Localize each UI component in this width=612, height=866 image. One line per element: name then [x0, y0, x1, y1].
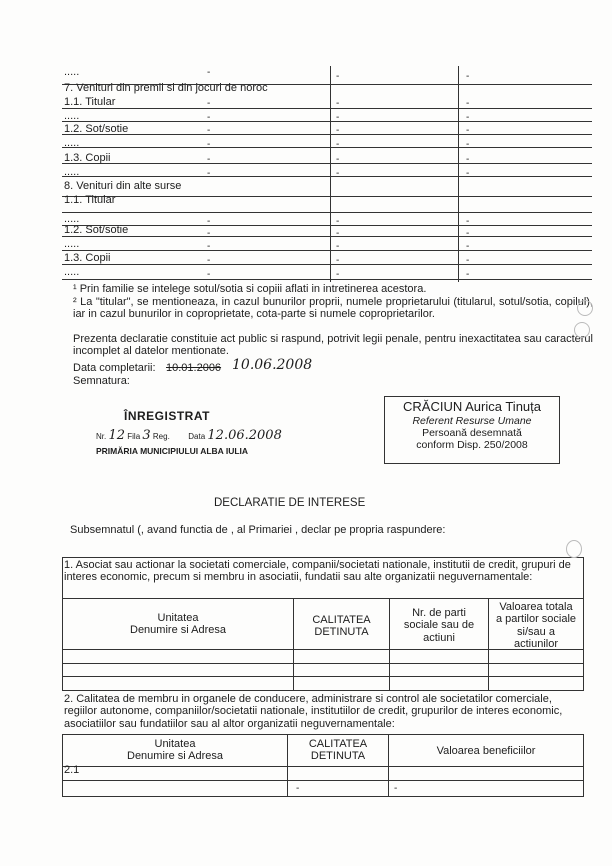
scan-artifact: [577, 300, 593, 316]
table-rule: [62, 250, 592, 251]
table-rule: [388, 734, 389, 796]
empty-cell-dash: -: [466, 112, 470, 123]
empty-cell-dash: -: [466, 241, 470, 252]
empty-cell-dash: -: [207, 67, 211, 78]
interests-title: DECLARATIE DE INTERESE: [214, 497, 366, 509]
row-label: 2.1: [64, 764, 80, 776]
table-rule: [62, 225, 592, 226]
table-rule: [62, 108, 592, 109]
nr-value: 12: [108, 428, 126, 443]
empty-cell-dash: -: [336, 168, 340, 179]
empty-cell-dash: -: [394, 783, 398, 794]
empty-cell-dash: -: [207, 139, 211, 150]
table-rule: [62, 236, 592, 237]
row-label: 1.3. Copii: [64, 152, 111, 164]
stamp-fields: [96, 428, 282, 443]
declaration-text: Prezenta declaratie constituie act public si raspund, potrivit legii penale, pentru inexactitatea sau caracterul incomplet al datelor mentionate.: [73, 333, 593, 358]
row-label: .....: [64, 110, 80, 122]
empty-cell-dash: -: [336, 269, 340, 280]
row-label: .....: [64, 137, 80, 149]
empty-cell-dash: -: [296, 783, 300, 794]
col-header-unit: Unitatea Denumire si Adresa: [127, 738, 223, 763]
empty-cell-dash: -: [466, 154, 470, 165]
table-rule: [62, 796, 584, 797]
row-label: 1.1. Titular: [64, 194, 116, 206]
section-2-text: 2. Calitatea de membru in organele de conducere, administrare si control ale societatilor comerciale, regiilor autonome, companiilor/societatii nationale, institutiilor de credit, grupurilor de interes economic, asociatiilor sau fundatiilor sau al altor organizatii neguvernamentale:: [64, 693, 563, 730]
row-label: .....: [64, 213, 80, 225]
col-header-quality: CALITATEA DETINUTA: [312, 614, 371, 639]
footnote-2: ² La "titular", se mentioneaza, in cazul bunurilor proprii, numele proprietarului (titularul, sotul/sotia, copilul), iar in cazul bunurilor in coproprietate, cota-parte si numele coproprietarilor.: [73, 296, 593, 321]
empty-cell-dash: -: [336, 241, 340, 252]
empty-cell-dash: -: [466, 216, 470, 227]
table-rule: [62, 279, 592, 280]
empty-cell-dash: -: [466, 255, 470, 266]
name-stamp: [384, 396, 560, 464]
empty-cell-dash: -: [207, 154, 211, 165]
empty-cell-dash: -: [207, 241, 211, 252]
date-handwritten: 10.06.2008: [232, 357, 313, 373]
empty-cell-dash: -: [207, 216, 211, 227]
stamp-role: Referent Resurse Umane: [412, 415, 532, 427]
row-label: .....: [64, 166, 80, 178]
empty-cell-dash: -: [336, 154, 340, 165]
empty-cell-dash: -: [336, 228, 340, 239]
empty-cell-dash: -: [207, 125, 211, 136]
stamp-institution: PRIMĂRIA MUNICIPIULUI ALBA IULIA: [96, 446, 249, 456]
table-rule: [62, 163, 592, 164]
table-rule: [62, 212, 592, 213]
empty-cell-dash: -: [466, 168, 470, 179]
table-rule: [62, 196, 592, 197]
reg-label: Reg.: [152, 432, 170, 441]
section-7-title: 7. Venituri din premii si din jocuri de noroc: [64, 82, 268, 94]
scan-artifact: [574, 322, 590, 338]
table-rule: [62, 557, 584, 558]
fila-label: Fila: [127, 432, 141, 441]
empty-cell-dash: -: [336, 216, 340, 227]
data-label: Data: [188, 432, 206, 441]
table-rule: [62, 780, 584, 781]
empty-cell-dash: -: [207, 168, 211, 179]
date-struck: 10.01.2006: [166, 362, 222, 374]
data-value: 12.06.2008: [207, 428, 282, 443]
empty-cell-dash: -: [336, 112, 340, 123]
empty-cell-dash: -: [466, 98, 470, 109]
table-rule: [583, 557, 584, 690]
table-rule: [583, 734, 584, 796]
empty-cell-dash: -: [466, 269, 470, 280]
table-rule: [62, 121, 592, 122]
table-rule: [62, 676, 584, 677]
empty-cell-dash: -: [466, 139, 470, 150]
table-rule: [62, 598, 584, 599]
empty-cell-dash: -: [466, 125, 470, 136]
empty-cell-dash: -: [336, 139, 340, 150]
empty-cell-dash: -: [207, 112, 211, 123]
col-header-quality: CALITATEA DETINUTA: [308, 738, 368, 763]
stamp-title: ÎNREGISTRAT: [124, 409, 210, 423]
row-label: 1.2. Sot/sotie: [64, 224, 129, 236]
stamp-line-3: Persoană desemnată: [422, 427, 522, 439]
col-header-shares: Nr. de parti sociale sau de actiuni: [403, 607, 475, 644]
empty-cell-dash: -: [207, 269, 211, 280]
empty-cell-dash: -: [207, 98, 211, 109]
table-rule: [293, 598, 294, 690]
registration-stamp: [92, 408, 282, 458]
table-rule: [62, 766, 584, 767]
table-rule: [62, 264, 592, 265]
col-header-value: Valoarea totala a partilor sociale si/sau a actiunilor: [495, 601, 577, 650]
empty-cell-dash: -: [207, 255, 211, 266]
nr-label: Nr.: [96, 432, 107, 441]
empty-cell-dash: -: [336, 255, 340, 266]
empty-cell-dash: -: [207, 228, 211, 239]
table-rule: [62, 663, 584, 664]
table-rule: [62, 176, 592, 177]
stamp-line-4: conform Disp. 250/2008: [416, 439, 528, 451]
fila-value: 3: [142, 428, 151, 443]
signature-label: Semnatura:: [73, 375, 130, 387]
empty-cell-dash: -: [466, 228, 470, 239]
empty-cell-dash: -: [336, 71, 340, 82]
col-header-benefits: Valoarea beneficiilor: [436, 745, 536, 757]
table-rule: [62, 134, 592, 135]
row-label: .....: [64, 66, 80, 78]
interests-intro: Subsemnatul (, avand functia de , al Primariei , declar pe propria raspundere:: [70, 524, 446, 536]
row-label: 1.2. Sot/sotie: [64, 123, 129, 135]
empty-cell-dash: -: [336, 98, 340, 109]
table-rule: [62, 147, 592, 148]
empty-cell-dash: -: [466, 71, 470, 82]
row-label: .....: [64, 266, 80, 278]
stamp-name: CRĂCIUN Aurica Tinuța: [403, 399, 541, 414]
section-1-text: 1. Asociat sau actionar la societati comerciale, companii/societati nationale, institutii de credit, grupuri de interes economic, precum si membru in asociatii, fundatii sau alte organizatii neguvernamentale:: [64, 559, 571, 584]
section-8-title: 8. Venituri din alte surse: [64, 180, 182, 192]
table-rule: [62, 734, 584, 735]
empty-cell-dash: -: [336, 125, 340, 136]
table-rule: [62, 690, 584, 691]
footnote-1: ¹ Prin familie se intelege sotul/sotia si copiii aflati in intretinerea acestora.: [73, 283, 427, 295]
row-label: .....: [64, 238, 80, 250]
row-label: 1.3. Copii: [64, 252, 111, 264]
date-label: Data completarii:: [73, 362, 156, 374]
scan-artifact: [566, 540, 582, 558]
col-header-unit: Unitatea Denumire si Adresa: [130, 612, 226, 637]
row-label: 1.1. Titular: [64, 96, 116, 108]
